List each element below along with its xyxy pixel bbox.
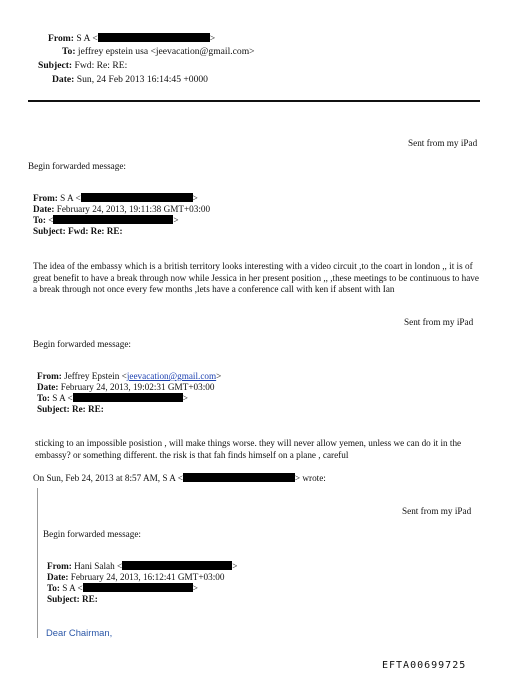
signature-2: Sent from my iPad — [404, 317, 474, 327]
top-subject-line — [38, 60, 127, 72]
redaction-bar — [83, 583, 193, 592]
from-label: From: — [48, 33, 74, 44]
msg1-to-line: To: < > — [33, 215, 179, 225]
redaction-bar — [183, 473, 295, 482]
redaction-bar — [53, 215, 173, 224]
date-value: Sun, 24 Feb 2013 16:14:45 +0000 — [76, 74, 208, 85]
redaction-bar — [98, 33, 210, 42]
to-value: jeffrey epstein usa <jeevacation@gmail.com> — [77, 46, 255, 57]
msg1-from-line: From: S A < > — [33, 193, 198, 203]
msg1-subject-line: Subject: Fwd: Re: RE: — [33, 226, 123, 236]
msg2-subject-line: Subject: Re: RE: — [37, 404, 104, 414]
subject-value: Fwd: Re: RE: — [74, 60, 128, 71]
date-label: Date: — [52, 74, 75, 85]
quote-intro-line: On Sun, Feb 24, 2013 at 8:57 AM, S A < > wrote: — [33, 473, 326, 483]
forwarded-heading-3: Begin forwarded message: — [43, 529, 141, 539]
message-body-2: sticking to an impossible posistion , will make things worse. they will never allow yemen, unless we can do it in the embassy? or something different. the risk is that fah finds himself on a plane , careful — [35, 438, 462, 460]
top-date-line — [52, 74, 208, 86]
top-from-line: From: S A < > — [48, 33, 216, 44]
from-value: S A < — [76, 33, 98, 44]
forwarded-heading-2: Begin forwarded message: — [33, 339, 131, 349]
signature-3: Sent from my iPad — [402, 506, 472, 516]
message-body-1: The idea of the embassy which is a british territory looks interesting with a video circuit ,to the coart in london ,, it is of great benefit to have a break through now while Jessica in her present position ,, ,these meetings to be continuous to have a break through not once every few months ,lets have a conference call with ken if absent with Ian — [33, 261, 479, 295]
msg3-from-line: From: Hani Salah < > — [47, 561, 238, 571]
redaction-bar — [81, 193, 193, 202]
msg3-date-line: Date: February 24, 2013, 16:12:41 GMT+03:00 — [47, 572, 225, 582]
redaction-bar — [73, 393, 183, 402]
forwarded-heading-1: Begin forwarded message: — [28, 161, 126, 171]
msg2-to-line: To: S A < > — [37, 393, 188, 403]
email-link[interactable]: jeevacation@gmail.com — [126, 371, 217, 381]
header-divider — [28, 100, 480, 102]
msg3-subject-line: Subject: RE: — [47, 594, 98, 604]
msg2-from-line: From: Jeffrey Epstein <jeevacation@gmail.com> — [37, 371, 222, 381]
msg3-to-line: To: S A < > — [47, 583, 198, 593]
top-to-line — [62, 46, 255, 58]
redaction-bar — [122, 561, 232, 570]
msg1-date-line: Date: February 24, 2013, 19:11:38 GMT+03:00 — [33, 204, 211, 214]
greeting: Dear Chairman, — [46, 627, 113, 638]
subject-label: Subject: — [38, 60, 73, 71]
quote-bar — [37, 488, 38, 638]
to-label: To: — [62, 46, 76, 57]
signature-1: Sent from my iPad — [408, 138, 478, 148]
bates-number: EFTA00699725 — [382, 660, 467, 671]
msg2-date-line: Date: February 24, 2013, 19:02:31 GMT+03:00 — [37, 382, 215, 392]
